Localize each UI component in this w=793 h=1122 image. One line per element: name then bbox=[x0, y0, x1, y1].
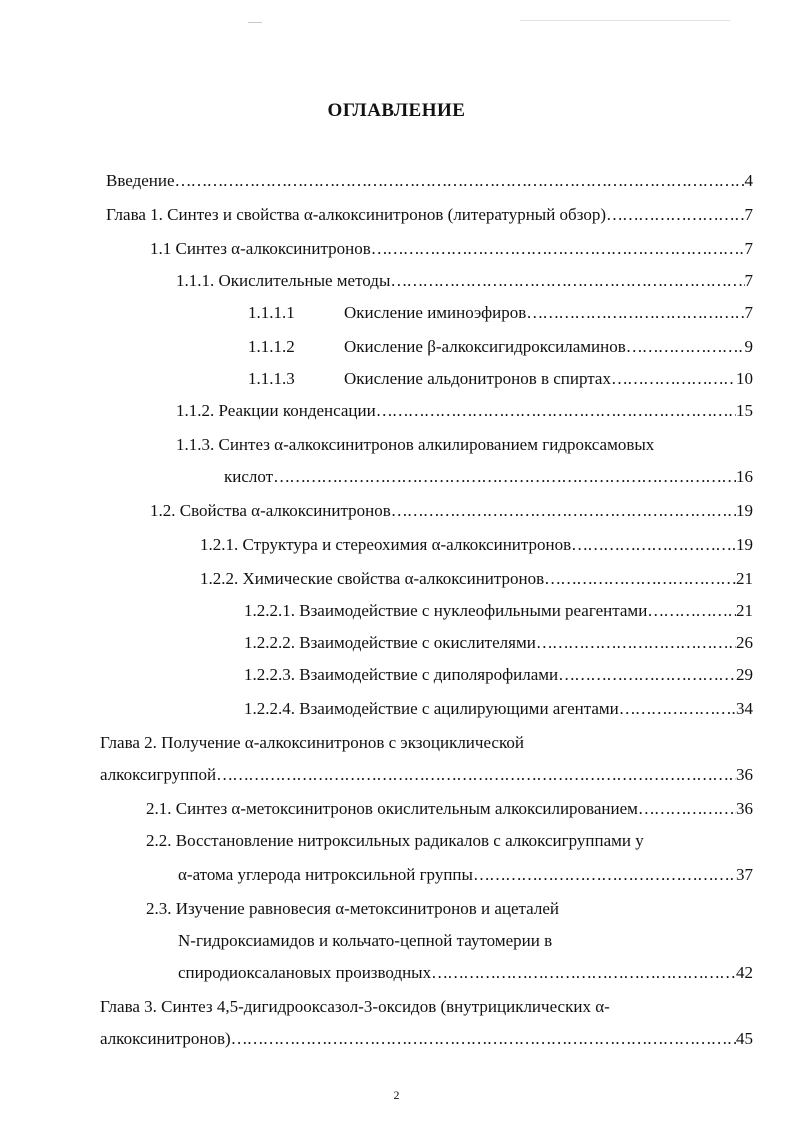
leader-dots bbox=[571, 534, 736, 556]
toc-page: 19 bbox=[736, 501, 753, 520]
leader-dots bbox=[376, 400, 736, 422]
toc-page: 36 bbox=[736, 799, 753, 818]
toc-label: алкоксинитронов) bbox=[100, 1029, 231, 1048]
toc-entry-chapter-1[interactable] bbox=[106, 204, 753, 226]
leader-dots bbox=[536, 632, 736, 654]
toc-label: 2.1. Синтез α-метоксинитронов окислительным алкоксилированием bbox=[146, 799, 638, 818]
toc-entry-1-1-2[interactable] bbox=[176, 400, 753, 422]
leader-dots bbox=[175, 170, 745, 192]
toc-label: 1.2.2. Химические свойства α-алкоксинитронов bbox=[200, 569, 545, 588]
toc-page: 7 bbox=[744, 239, 753, 258]
toc-page: 21 bbox=[736, 601, 753, 620]
toc-page: 42 bbox=[736, 963, 753, 982]
leader-dots bbox=[431, 962, 736, 984]
toc-entry-1-2-2-1[interactable] bbox=[244, 600, 753, 622]
toc-entry-chapter-3[interactable] bbox=[100, 1028, 753, 1050]
toc-entry-intro[interactable] bbox=[106, 170, 753, 192]
toc-number: 1.1.1.3 bbox=[248, 369, 295, 388]
toc-entry-2-3-line2: N-гидроксиамидов и кольчато-цепной таутомерии в bbox=[178, 931, 553, 950]
toc-label: 1.1 Синтез α-алкоксинитронов bbox=[150, 239, 371, 258]
toc-entry-1-2-2[interactable] bbox=[200, 568, 753, 590]
leader-dots bbox=[216, 764, 736, 786]
toc-page: 36 bbox=[736, 765, 753, 784]
toc-label: спиродиоксалановых производных bbox=[178, 963, 432, 982]
toc-entry-1-1-3[interactable] bbox=[224, 466, 753, 488]
toc-label: 1.2.2.3. Взаимодействие с диполярофилами bbox=[244, 665, 559, 684]
leader-dots bbox=[371, 238, 745, 260]
toc-entry-1-1-1-2[interactable] bbox=[344, 336, 753, 358]
leader-dots bbox=[231, 1028, 736, 1050]
leader-dots bbox=[638, 798, 736, 820]
toc-page: 34 bbox=[736, 699, 753, 718]
toc-page: 26 bbox=[736, 633, 753, 652]
leader-dots bbox=[473, 864, 736, 886]
toc-entry-1-1-3-line1: 1.1.3. Синтез α-алкоксинитронов алкилированием гидроксамовых bbox=[176, 435, 655, 454]
toc-label: 1.2.2.1. Взаимодействие с нуклеофильными реагентами bbox=[244, 601, 648, 620]
toc-page: 15 bbox=[736, 401, 753, 420]
page-title: ОГЛАВЛЕНИЕ bbox=[327, 100, 466, 121]
toc-entry-chapter-2-line1: Глава 2. Получение α-алкоксинитронов с экзоциклической bbox=[100, 733, 524, 752]
toc-label: Окисление иминоэфиров bbox=[344, 303, 527, 322]
scan-artifact bbox=[248, 22, 262, 23]
toc-page: 16 bbox=[736, 467, 753, 486]
toc-page: 21 bbox=[736, 569, 753, 588]
toc-page: 10 bbox=[736, 369, 753, 388]
toc-entry-1-1-1-1[interactable] bbox=[344, 302, 753, 324]
toc-number: 1.1.1.1 bbox=[248, 303, 295, 322]
toc-entry-1-2-2-4[interactable] bbox=[244, 698, 753, 720]
leader-dots bbox=[647, 600, 736, 622]
toc-label: 1.2. Свойства α-алкоксинитронов bbox=[150, 501, 391, 520]
toc-entry-2-3[interactable] bbox=[178, 962, 753, 984]
leader-dots bbox=[606, 204, 745, 226]
leader-dots bbox=[558, 664, 736, 686]
leader-dots bbox=[391, 500, 736, 522]
leader-dots bbox=[526, 302, 744, 324]
toc-page: 19 bbox=[736, 535, 753, 554]
scan-artifact bbox=[520, 20, 730, 21]
toc-page: 9 bbox=[744, 337, 753, 356]
toc-entry-1-2-2-3[interactable] bbox=[244, 664, 753, 686]
toc-label: Глава 1. Синтез и свойства α-алкоксинитронов (литературный обзор) bbox=[106, 205, 606, 224]
leader-dots bbox=[611, 368, 736, 390]
toc-label: 1.2.2.4. Взаимодействие с ацилирующими агентами bbox=[244, 699, 619, 718]
toc-page: 7 bbox=[744, 271, 753, 290]
leader-dots bbox=[273, 466, 736, 488]
toc-entry-2-1[interactable] bbox=[146, 798, 753, 820]
toc-entry-1-1[interactable] bbox=[150, 238, 753, 260]
toc-entry-1-2-1[interactable] bbox=[200, 534, 753, 556]
leader-dots bbox=[619, 698, 736, 720]
toc-label: 1.1.1. Окислительные методы bbox=[176, 271, 391, 290]
toc-entry-2-2[interactable] bbox=[178, 864, 753, 886]
page-number: 2 bbox=[393, 1088, 400, 1102]
toc-entry-1-1-1-3[interactable] bbox=[344, 368, 753, 390]
toc-page: 29 bbox=[736, 665, 753, 684]
toc-label: Окисление альдонитронов в спиртах bbox=[344, 369, 611, 388]
toc-page: 37 bbox=[736, 865, 753, 884]
toc-label: алкоксигруппой bbox=[100, 765, 217, 784]
leader-dots bbox=[544, 568, 736, 590]
toc-label: Окисление β-алкоксигидроксиламинов bbox=[344, 337, 626, 356]
toc-page: 45 bbox=[736, 1029, 753, 1048]
toc-page: 7 bbox=[744, 205, 753, 224]
toc-label: Введение bbox=[106, 171, 175, 190]
toc-label: 1.1.2. Реакции конденсации bbox=[176, 401, 376, 420]
leader-dots bbox=[626, 336, 745, 358]
toc-entry-1-2[interactable] bbox=[150, 500, 753, 522]
toc-entry-chapter-3-line1: Глава 3. Синтез 4,5-дигидрооксазол-3-оксидов (внутрициклических α- bbox=[100, 997, 610, 1016]
toc-page: 4 bbox=[744, 171, 753, 190]
toc-entry-1-1-1[interactable] bbox=[176, 270, 753, 292]
toc-page: 7 bbox=[744, 303, 753, 322]
toc-label: α-атома углерода нитроксильной группы bbox=[178, 865, 473, 884]
toc-label: 1.2.2.2. Взаимодействие с окислителями bbox=[244, 633, 536, 652]
toc-entry-2-2-line1: 2.2. Восстановление нитроксильных радикалов с алкоксигруппами у bbox=[146, 831, 644, 850]
toc-entry-1-2-2-2[interactable] bbox=[244, 632, 753, 654]
toc-entry-chapter-2[interactable] bbox=[100, 764, 753, 786]
leader-dots bbox=[390, 270, 744, 292]
toc-number: 1.1.1.2 bbox=[248, 337, 295, 356]
toc-entry-2-3-line1: 2.3. Изучение равновесия α-метоксинитронов и ацеталей bbox=[146, 899, 560, 918]
toc-label: кислот bbox=[224, 467, 274, 486]
toc-label: 1.2.1. Структура и стереохимия α-алкоксинитронов bbox=[200, 535, 572, 554]
